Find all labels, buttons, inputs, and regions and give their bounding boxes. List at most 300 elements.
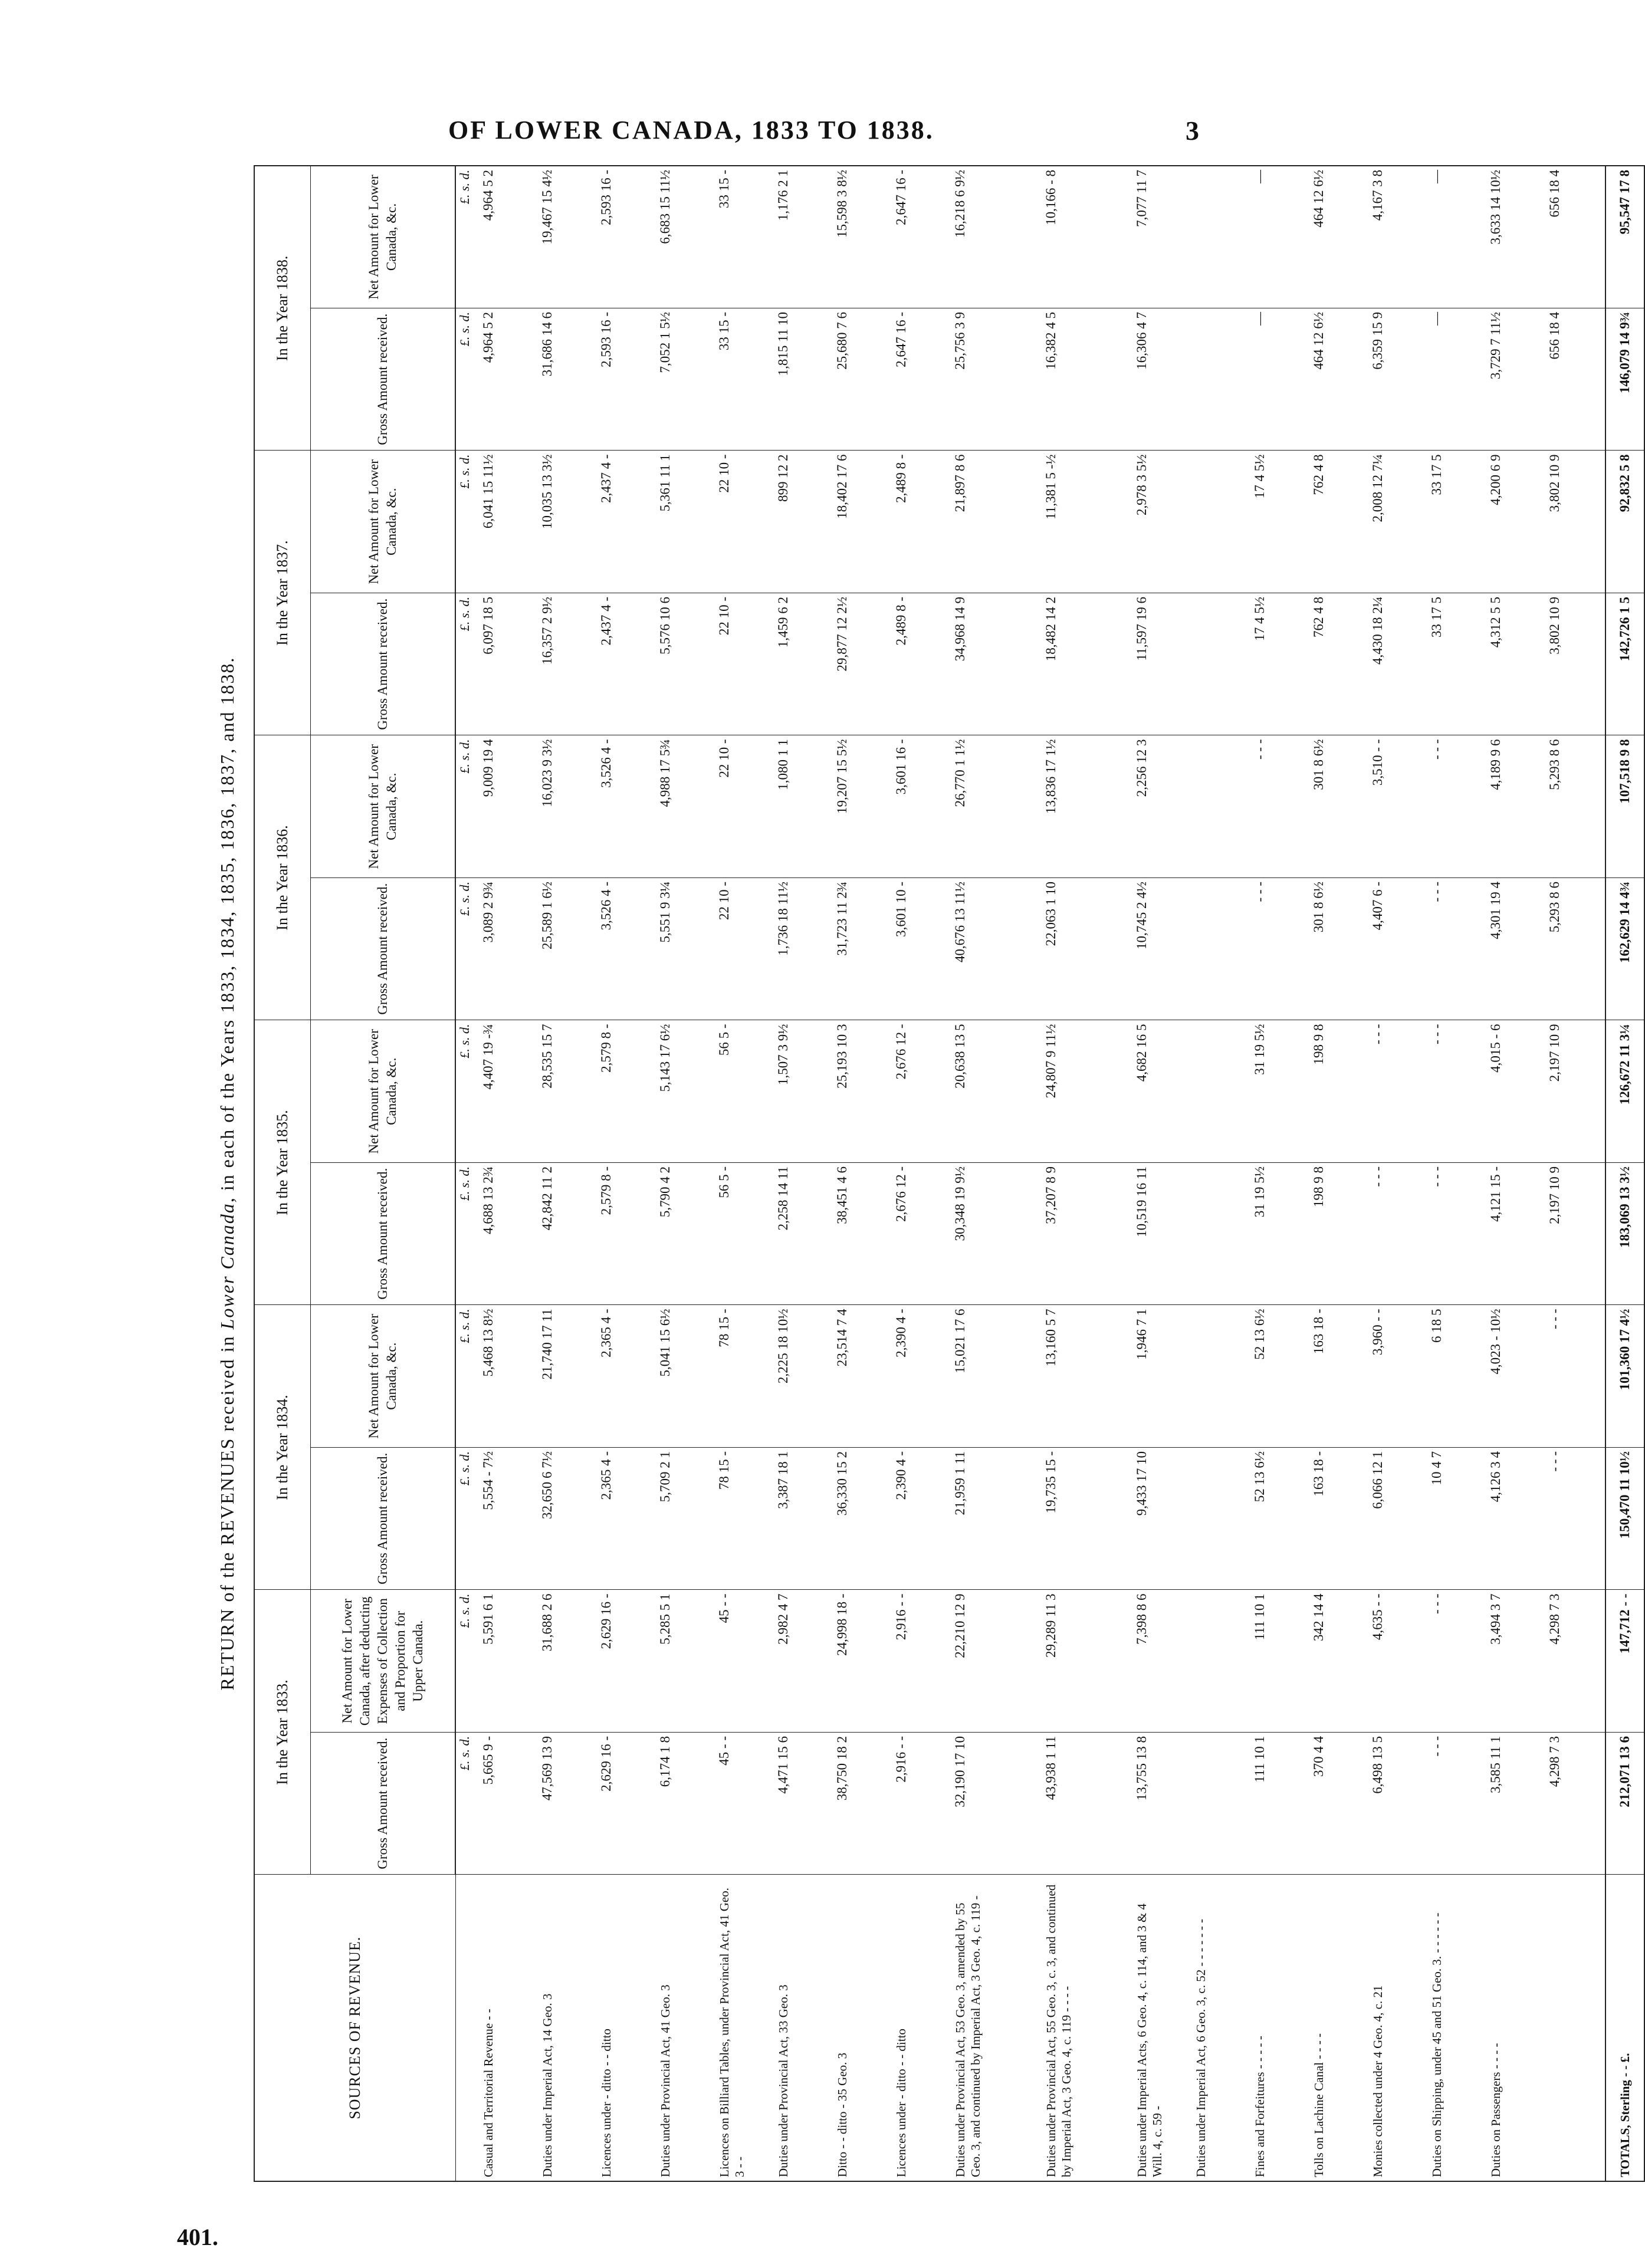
table-row bbox=[1310, 166, 1369, 2181]
gross-header: Gross Amount received. bbox=[311, 308, 456, 451]
gross-amount: 45 - - bbox=[715, 1733, 774, 1875]
gross-amount bbox=[1192, 1163, 1251, 1306]
units-label: £. s. d. bbox=[455, 1305, 480, 1448]
gross-amount: - - - bbox=[1369, 1163, 1428, 1306]
gross-amount: 2,579 8 - bbox=[597, 1163, 656, 1306]
net-amount: 163 18 - bbox=[1310, 1305, 1369, 1448]
year-header: In the Year 1835. bbox=[254, 1020, 311, 1305]
units-label: £. s. d. bbox=[455, 1448, 480, 1590]
gross-amount: 1,459 6 2 bbox=[774, 593, 833, 736]
rotated-table-area bbox=[201, 165, 1632, 2182]
gross-amount: 3,089 2 9¾ bbox=[480, 878, 539, 1021]
net-amount: 20,638 13 5 bbox=[951, 1020, 1042, 1163]
table-row bbox=[1042, 166, 1133, 2181]
net-amount: 1,080 1 1 bbox=[774, 735, 833, 878]
gross-amount: 2,629 16 - bbox=[597, 1733, 656, 1875]
revenue-source: Licences on Billiard Tables, under Provincial Act, 41 Geo. 3 - - bbox=[715, 1875, 774, 2181]
net-amount: 656 18 4 bbox=[1546, 166, 1605, 308]
net-amount: 23,514 7 4 bbox=[833, 1305, 892, 1448]
net-amount: - - - bbox=[1546, 1305, 1605, 1448]
gross-amount: 2,916 - - bbox=[892, 1733, 951, 1875]
net-amount: 6,683 15 11½ bbox=[656, 166, 715, 308]
net-amount: 4,023 - 10½ bbox=[1487, 1305, 1546, 1448]
net-amount: 31 19 5½ bbox=[1251, 1020, 1310, 1163]
year-header: In the Year 1833. bbox=[254, 1590, 311, 1875]
gross-amount bbox=[1192, 593, 1251, 736]
gross-amount: 22 10 - bbox=[715, 878, 774, 1021]
gross-header: Gross Amount received. bbox=[311, 1448, 456, 1590]
gross-amount: 5,293 8 6 bbox=[1546, 878, 1605, 1021]
net-amount bbox=[1192, 166, 1251, 308]
gross-amount: 4,964 5 2 bbox=[480, 308, 539, 451]
gross-amount: 31,686 14 6 bbox=[539, 308, 597, 451]
revenue-source: Duties under Provincial Act, 55 Geo. 3, c. 3, and continued by Imperial Act, 3 Geo. 4, c. 119 - - - - bbox=[1042, 1875, 1133, 2181]
revenue-source: Duties on Passengers - - - - bbox=[1487, 1875, 1546, 2181]
gross-amount: 22,063 1 10 bbox=[1042, 878, 1133, 1021]
year-header: In the Year 1837. bbox=[254, 451, 311, 735]
revenue-source: Duties under Imperial Acts, 6 Geo. 4, c. 114, and 3 & 4 Will. 4, c. 59 - bbox=[1133, 1875, 1192, 2181]
net-amount: 7,077 11 7 bbox=[1133, 166, 1192, 308]
gross-amount: 4,126 3 4 bbox=[1487, 1448, 1546, 1590]
gross-amount: 2,647 16 - bbox=[892, 308, 951, 451]
net-amount: 4,167 3 8 bbox=[1369, 166, 1428, 308]
net-amount: 7,398 8 6 bbox=[1133, 1590, 1192, 1733]
net-amount: 10,166 - 8 bbox=[1042, 166, 1133, 308]
gross-amount: 370 4 4 bbox=[1310, 1733, 1369, 1875]
net-amount: 4,682 16 5 bbox=[1133, 1020, 1192, 1163]
net-amount: 11,381 5 -½ bbox=[1042, 451, 1133, 593]
revenue-table-body bbox=[455, 166, 1644, 2181]
gross-amount: 18,482 14 2 bbox=[1042, 593, 1133, 736]
net-amount: 4,964 5 2 bbox=[480, 166, 539, 308]
net-amount: 198 9 8 bbox=[1310, 1020, 1369, 1163]
gross-amount: 22 10 - bbox=[715, 593, 774, 736]
net-amount: 15,598 3 8½ bbox=[833, 166, 892, 308]
gross-amount bbox=[1192, 308, 1251, 451]
gross-amount: 42,842 11 2 bbox=[539, 1163, 597, 1306]
year-header: In the Year 1834. bbox=[254, 1305, 311, 1590]
gross-amount bbox=[1192, 878, 1251, 1021]
net-amount: 22 10 - bbox=[715, 735, 774, 878]
net-amount: - - - bbox=[1369, 1020, 1428, 1163]
table-title-prefix: RETURN of the REVENUES received in bbox=[216, 1335, 238, 1691]
net-amount: 2,982 4 7 bbox=[774, 1590, 833, 1733]
net-amount: 6 18 5 bbox=[1428, 1305, 1487, 1448]
revenue-source: Duties under Imperial Act, 6 Geo. 3, c. 52 - - - - - - - bbox=[1192, 1875, 1251, 2181]
net-amount: 4,189 9 6 bbox=[1487, 735, 1546, 878]
net-amount: 4,988 17 5¾ bbox=[656, 735, 715, 878]
net-amount: 2,647 16 - bbox=[892, 166, 951, 308]
gross-amount: 38,451 4 6 bbox=[833, 1163, 892, 1306]
net-amount: 6,041 15 11½ bbox=[480, 451, 539, 593]
units-label: £. s. d. bbox=[455, 166, 480, 308]
net-amount: 2,489 8 - bbox=[892, 451, 951, 593]
gross-amount: 25,680 7 6 bbox=[833, 308, 892, 451]
net-amount: 3,601 16 - bbox=[892, 735, 951, 878]
table-row bbox=[1369, 166, 1428, 2181]
net-amount: - - - bbox=[1428, 735, 1487, 878]
net-header: Net Amount for Lower Canada, &c. bbox=[311, 1020, 456, 1163]
revenue-source: Licences under - ditto - - ditto bbox=[892, 1875, 951, 2181]
units-row bbox=[455, 166, 480, 2181]
net-amount: 15,021 17 6 bbox=[951, 1305, 1042, 1448]
revenue-table bbox=[254, 165, 1645, 2182]
gross-amount: 5,576 10 6 bbox=[656, 593, 715, 736]
net-amount bbox=[1192, 1590, 1251, 1733]
gross-amount: 78 15 - bbox=[715, 1448, 774, 1590]
gross-header: Gross Amount received. bbox=[311, 593, 456, 736]
table-row bbox=[1192, 166, 1251, 2181]
net-amount: 4,015 - 6 bbox=[1487, 1020, 1546, 1163]
gross-amount: 2,676 12 - bbox=[892, 1163, 951, 1306]
gross-amount: 2,489 8 - bbox=[892, 593, 951, 736]
net-amount: 10,035 13 3½ bbox=[539, 451, 597, 593]
gross-amount: 19,735 15 - bbox=[1042, 1448, 1133, 1590]
net-amount: 342 14 4 bbox=[1310, 1590, 1369, 1733]
net-amount: 2,978 3 5½ bbox=[1133, 451, 1192, 593]
table-row bbox=[833, 166, 892, 2181]
gross-amount: 6,174 1 8 bbox=[656, 1733, 715, 1875]
total-amount: 142,726 1 5 bbox=[1605, 593, 1644, 736]
net-amount: 2,365 4 - bbox=[597, 1305, 656, 1448]
net-amount: 3,494 3 7 bbox=[1487, 1590, 1546, 1733]
net-amount: 33 17 5 bbox=[1428, 451, 1487, 593]
gross-amount: 762 4 8 bbox=[1310, 593, 1369, 736]
net-amount: 26,770 1 1½ bbox=[951, 735, 1042, 878]
gross-amount: - - - bbox=[1546, 1448, 1605, 1590]
total-amount: 92,832 5 8 bbox=[1605, 451, 1644, 593]
gross-amount: 7,052 1 5½ bbox=[656, 308, 715, 451]
gross-amount: 33 17 5 bbox=[1428, 593, 1487, 736]
net-amount: 2,916 - - bbox=[892, 1590, 951, 1733]
total-amount: 146,079 14 9¾ bbox=[1605, 308, 1644, 451]
net-amount: 29,289 11 3 bbox=[1042, 1590, 1133, 1733]
total-amount: 95,547 17 8 bbox=[1605, 166, 1644, 308]
gross-amount: 11,597 19 6 bbox=[1133, 593, 1192, 736]
net-amount: 13,160 5 7 bbox=[1042, 1305, 1133, 1448]
total-amount: 150,470 11 10½ bbox=[1605, 1448, 1644, 1590]
table-row bbox=[656, 166, 715, 2181]
table-row bbox=[480, 166, 539, 2181]
gross-amount: 40,676 13 11½ bbox=[951, 878, 1042, 1021]
gross-amount: 10,519 16 11 bbox=[1133, 1163, 1192, 1306]
net-amount: 25,193 10 3 bbox=[833, 1020, 892, 1163]
revenue-source: Ditto - - ditto - 35 Geo. 3 bbox=[833, 1875, 892, 2181]
year-header: In the Year 1836. bbox=[254, 735, 311, 1020]
net-amount: 899 12 2 bbox=[774, 451, 833, 593]
net-amount: 16,023 9 3½ bbox=[539, 735, 597, 878]
net-amount: — bbox=[1428, 166, 1487, 308]
gross-amount: 4,301 19 4 bbox=[1487, 878, 1546, 1021]
gross-amount: 16,306 4 7 bbox=[1133, 308, 1192, 451]
net-amount: 2,629 16 - bbox=[597, 1590, 656, 1733]
table-row bbox=[597, 166, 656, 2181]
units-label: £. s. d. bbox=[455, 1020, 480, 1163]
net-amount: 2,225 18 10½ bbox=[774, 1305, 833, 1448]
net-amount: 1,507 3 9½ bbox=[774, 1020, 833, 1163]
revenue-source: Duties under Imperial Act, 14 Geo. 3 bbox=[539, 1875, 597, 2181]
total-amount: 126,672 11 3¼ bbox=[1605, 1020, 1644, 1163]
gross-amount: 56 5 - bbox=[715, 1163, 774, 1306]
net-amount: - - - bbox=[1251, 735, 1310, 878]
revenue-source: Fines and Forfeitures - - - - - bbox=[1251, 1875, 1310, 2181]
gross-amount: 3,585 11 1 bbox=[1487, 1733, 1546, 1875]
total-amount: 162,629 14 4¾ bbox=[1605, 878, 1644, 1021]
gross-amount: 6,066 12 1 bbox=[1369, 1448, 1428, 1590]
table-sheet bbox=[201, 165, 1632, 2182]
gross-amount: 301 8 6½ bbox=[1310, 878, 1369, 1021]
gross-amount: 9,433 17 10 bbox=[1133, 1448, 1192, 1590]
gross-amount: 38,750 18 2 bbox=[833, 1733, 892, 1875]
totals-row bbox=[1605, 166, 1644, 2181]
table-row bbox=[539, 166, 597, 2181]
gross-amount: 43,938 1 11 bbox=[1042, 1733, 1133, 1875]
gross-amount: 16,357 2 9½ bbox=[539, 593, 597, 736]
gross-header: Gross Amount received. bbox=[311, 878, 456, 1021]
net-amount: - - - bbox=[1428, 1020, 1487, 1163]
net-amount: 762 4 8 bbox=[1310, 451, 1369, 593]
gross-amount: 2,258 14 11 bbox=[774, 1163, 833, 1306]
net-amount: 24,998 18 - bbox=[833, 1590, 892, 1733]
net-amount: — bbox=[1251, 166, 1310, 308]
net-amount: 5,143 17 6½ bbox=[656, 1020, 715, 1163]
gross-amount: 21,959 1 11 bbox=[951, 1448, 1042, 1590]
gross-amount: 3,601 10 - bbox=[892, 878, 951, 1021]
net-amount bbox=[1192, 1020, 1251, 1163]
net-amount: 9,009 19 4 bbox=[480, 735, 539, 878]
gross-amount: 1,736 18 11½ bbox=[774, 878, 833, 1021]
net-amount: 464 12 6½ bbox=[1310, 166, 1369, 308]
net-amount: 3,633 14 10½ bbox=[1487, 166, 1546, 308]
net-amount: 22 10 - bbox=[715, 451, 774, 593]
gross-amount: - - - bbox=[1428, 878, 1487, 1021]
gross-amount: 5,665 9 - bbox=[480, 1733, 539, 1875]
revenue-source: Duties under Provincial Act, 33 Geo. 3 bbox=[774, 1875, 833, 2181]
gross-amount: 163 18 - bbox=[1310, 1448, 1369, 1590]
page-number: 3 bbox=[1186, 116, 1199, 146]
gross-amount: 6,097 18 5 bbox=[480, 593, 539, 736]
revenue-source: Duties on Shipping, under 45 and 51 Geo. 3. - - - - - - bbox=[1428, 1875, 1487, 2181]
revenue-source: Casual and Territorial Revenue - - bbox=[480, 1875, 539, 2181]
net-amount bbox=[1192, 735, 1251, 878]
gross-amount: 47,569 13 9 bbox=[539, 1733, 597, 1875]
gross-amount: 10,745 2 4½ bbox=[1133, 878, 1192, 1021]
net-amount: 28,535 15 7 bbox=[539, 1020, 597, 1163]
gross-amount: 3,526 4 - bbox=[597, 878, 656, 1021]
gross-amount: 4,121 15 - bbox=[1487, 1163, 1546, 1306]
gross-amount: 25,756 3 9 bbox=[951, 308, 1042, 451]
gross-amount: 3,802 10 9 bbox=[1546, 593, 1605, 736]
total-amount: 147,712 - - bbox=[1605, 1590, 1644, 1733]
gross-header: Gross Amount received. bbox=[311, 1733, 456, 1875]
net-amount: 3,526 4 - bbox=[597, 735, 656, 878]
net-amount: 31,688 2 6 bbox=[539, 1590, 597, 1733]
net-amount: - - - bbox=[1428, 1590, 1487, 1733]
net-header: Net Amount for Lower Canada, &c. bbox=[311, 735, 456, 878]
gross-amount: — bbox=[1428, 308, 1487, 451]
units-label: £. s. d. bbox=[455, 1163, 480, 1306]
table-title bbox=[201, 165, 254, 2182]
gross-amount: 198 9 8 bbox=[1310, 1163, 1369, 1306]
gross-amount: 6,498 13 5 bbox=[1369, 1733, 1428, 1875]
units-label: £. s. d. bbox=[455, 878, 480, 1021]
net-amount bbox=[1192, 1305, 1251, 1448]
table-row bbox=[1487, 166, 1546, 2181]
revenue-source: Duties under Provincial Act, 41 Geo. 3 bbox=[656, 1875, 715, 2181]
net-amount: 16,218 6 9½ bbox=[951, 166, 1042, 308]
gross-header: Gross Amount received. bbox=[311, 1163, 456, 1306]
units-label: £. s. d. bbox=[455, 1733, 480, 1875]
gross-amount bbox=[1192, 1448, 1251, 1590]
gross-amount: 52 13 6½ bbox=[1251, 1448, 1310, 1590]
table-row bbox=[715, 166, 774, 2181]
net-header: Net Amount for Lower Canada, &c. bbox=[311, 1305, 456, 1448]
table-row bbox=[1546, 166, 1605, 2181]
gross-amount: 13,755 13 8 bbox=[1133, 1733, 1192, 1875]
table-row bbox=[1251, 166, 1310, 2181]
revenue-source bbox=[1546, 1875, 1605, 2181]
table-row bbox=[951, 166, 1042, 2181]
folio: 401. bbox=[177, 2224, 218, 2250]
gross-amount: 4,430 18 2¼ bbox=[1369, 593, 1428, 736]
gross-amount: 1,815 11 10 bbox=[774, 308, 833, 451]
net-amount: 5,293 8 6 bbox=[1546, 735, 1605, 878]
net-amount: 2,390 4 - bbox=[892, 1305, 951, 1448]
revenue-source: Monies collected under 4 Geo. 4, c. 21 bbox=[1369, 1875, 1428, 2181]
year-header: In the Year 1838. bbox=[254, 166, 311, 451]
gross-amount: 34,968 14 9 bbox=[951, 593, 1042, 736]
net-amount: 2,579 8 - bbox=[597, 1020, 656, 1163]
gross-amount: 2,437 4 - bbox=[597, 593, 656, 736]
net-amount: 111 10 1 bbox=[1251, 1590, 1310, 1733]
net-amount: 5,041 15 6½ bbox=[656, 1305, 715, 1448]
gross-amount: 3,387 18 1 bbox=[774, 1448, 833, 1590]
running-head: OF LOWER CANADA, 1833 TO 1838. bbox=[448, 116, 934, 144]
net-amount: 4,298 7 3 bbox=[1546, 1590, 1605, 1733]
net-amount: 1,946 7 1 bbox=[1133, 1305, 1192, 1448]
gross-amount: 17 4 5½ bbox=[1251, 593, 1310, 736]
units-label: £. s. d. bbox=[455, 308, 480, 451]
net-amount: 1,176 2 1 bbox=[774, 166, 833, 308]
gross-amount: 2,365 4 - bbox=[597, 1448, 656, 1590]
total-amount: 107,518 9 8 bbox=[1605, 735, 1644, 878]
net-amount: 3,960 - - bbox=[1369, 1305, 1428, 1448]
net-amount: 5,468 13 8½ bbox=[480, 1305, 539, 1448]
gross-amount: 4,688 13 2¾ bbox=[480, 1163, 539, 1306]
net-amount: 24,807 9 11½ bbox=[1042, 1020, 1133, 1163]
total-amount: 212,071 13 6 bbox=[1605, 1733, 1644, 1875]
table-row bbox=[1428, 166, 1487, 2181]
units-label: £. s. d. bbox=[455, 1590, 480, 1733]
gross-amount: 31,723 11 2¾ bbox=[833, 878, 892, 1021]
net-amount: 5,361 11 1 bbox=[656, 451, 715, 593]
table-title-suffix: in each of the Years 1833, 1834, 1835, 1836, 1837, and 1838. bbox=[216, 656, 238, 1191]
net-amount: 19,207 15 5½ bbox=[833, 735, 892, 878]
net-amount: 2,593 16 - bbox=[597, 166, 656, 308]
net-amount: 18,402 17 6 bbox=[833, 451, 892, 593]
gross-amount: 4,471 15 6 bbox=[774, 1733, 833, 1875]
gross-amount: 10 4 7 bbox=[1428, 1448, 1487, 1590]
gross-amount: 32,650 6 7½ bbox=[539, 1448, 597, 1590]
gross-amount: 111 10 1 bbox=[1251, 1733, 1310, 1875]
net-amount: 45 - - bbox=[715, 1590, 774, 1733]
gross-amount: 2,197 10 9 bbox=[1546, 1163, 1605, 1306]
net-amount: 3,802 10 9 bbox=[1546, 451, 1605, 593]
net-amount: 2,256 12 3 bbox=[1133, 735, 1192, 878]
gross-amount: 4,407 6 - bbox=[1369, 878, 1428, 1021]
gross-amount: - - - bbox=[1428, 1163, 1487, 1306]
gross-amount: - - - bbox=[1428, 1733, 1487, 1875]
gross-amount: 2,593 16 - bbox=[597, 308, 656, 451]
gross-amount bbox=[1192, 1733, 1251, 1875]
net-amount: 21,897 8 6 bbox=[951, 451, 1042, 593]
gross-amount: 5,790 4 2 bbox=[656, 1163, 715, 1306]
gross-amount: 4,298 7 3 bbox=[1546, 1733, 1605, 1875]
net-amount: 56 5 - bbox=[715, 1020, 774, 1163]
net-header: Net Amount for Lower Canada, &c. bbox=[311, 166, 456, 308]
net-amount: 301 8 6½ bbox=[1310, 735, 1369, 878]
net-header: Net Amount for Lower Canada, &c. bbox=[311, 451, 456, 593]
total-amount: 183,069 13 3½ bbox=[1605, 1163, 1644, 1306]
source-header: SOURCES OF REVENUE. bbox=[254, 1875, 455, 2181]
net-amount bbox=[1192, 451, 1251, 593]
gross-amount: 30,348 19 9½ bbox=[951, 1163, 1042, 1306]
gross-amount: 6,359 15 9 bbox=[1369, 308, 1428, 451]
table-title-place: Lower Canada, bbox=[216, 1197, 238, 1330]
net-amount: 22,210 12 9 bbox=[951, 1590, 1042, 1733]
gross-amount: 33 15 - bbox=[715, 308, 774, 451]
gross-amount: 25,589 1 6½ bbox=[539, 878, 597, 1021]
net-amount: 2,008 12 7¼ bbox=[1369, 451, 1428, 593]
gross-amount: 4,312 5 5 bbox=[1487, 593, 1546, 736]
net-amount: 2,676 12 - bbox=[892, 1020, 951, 1163]
gross-amount: 32,190 17 10 bbox=[951, 1733, 1042, 1875]
net-amount: 33 15 - bbox=[715, 166, 774, 308]
gross-amount: 464 12 6½ bbox=[1310, 308, 1369, 451]
net-amount: 4,200 6 9 bbox=[1487, 451, 1546, 593]
gross-amount: 5,709 2 1 bbox=[656, 1448, 715, 1590]
gross-amount: 3,729 7 11½ bbox=[1487, 308, 1546, 451]
totals-label: TOTALS, Sterling - - £. bbox=[1605, 1875, 1644, 2181]
gross-amount: 36,330 15 2 bbox=[833, 1448, 892, 1590]
total-amount: 101,360 17 4½ bbox=[1605, 1305, 1644, 1448]
units-label: £. s. d. bbox=[455, 735, 480, 878]
gross-amount: 2,390 4 - bbox=[892, 1448, 951, 1590]
net-amount: 21,740 17 11 bbox=[539, 1305, 597, 1448]
net-amount: 2,437 4 - bbox=[597, 451, 656, 593]
net-amount: 52 13 6½ bbox=[1251, 1305, 1310, 1448]
gross-amount: 5,551 9 3¼ bbox=[656, 878, 715, 1021]
net-amount: 2,197 10 9 bbox=[1546, 1020, 1605, 1163]
table-row bbox=[1133, 166, 1192, 2181]
gross-amount: 37,207 8 9 bbox=[1042, 1163, 1133, 1306]
gross-amount: 31 19 5½ bbox=[1251, 1163, 1310, 1306]
gross-amount: - - - bbox=[1251, 878, 1310, 1021]
units-label: £. s. d. bbox=[455, 451, 480, 593]
table-row bbox=[774, 166, 833, 2181]
gross-amount: 5,554 - 7½ bbox=[480, 1448, 539, 1590]
gross-amount: 656 18 4 bbox=[1546, 308, 1605, 451]
net-amount: 4,635 - - bbox=[1369, 1590, 1428, 1733]
gross-amount: 29,877 12 2½ bbox=[833, 593, 892, 736]
net-amount: 4,407 19 -¾ bbox=[480, 1020, 539, 1163]
gross-amount: 16,382 4 5 bbox=[1042, 308, 1133, 451]
table-row bbox=[892, 166, 951, 2181]
revenue-source: Tolls on Lachine Canal - - - - bbox=[1310, 1875, 1369, 2181]
net-amount: 78 15 - bbox=[715, 1305, 774, 1448]
revenue-source: Duties under Provincial Act, 53 Geo. 3, amended by 55 Geo. 3, and continued by Imperial Act, 3 Geo. 4, c. 119 - bbox=[951, 1875, 1042, 2181]
gross-amount: — bbox=[1251, 308, 1310, 451]
